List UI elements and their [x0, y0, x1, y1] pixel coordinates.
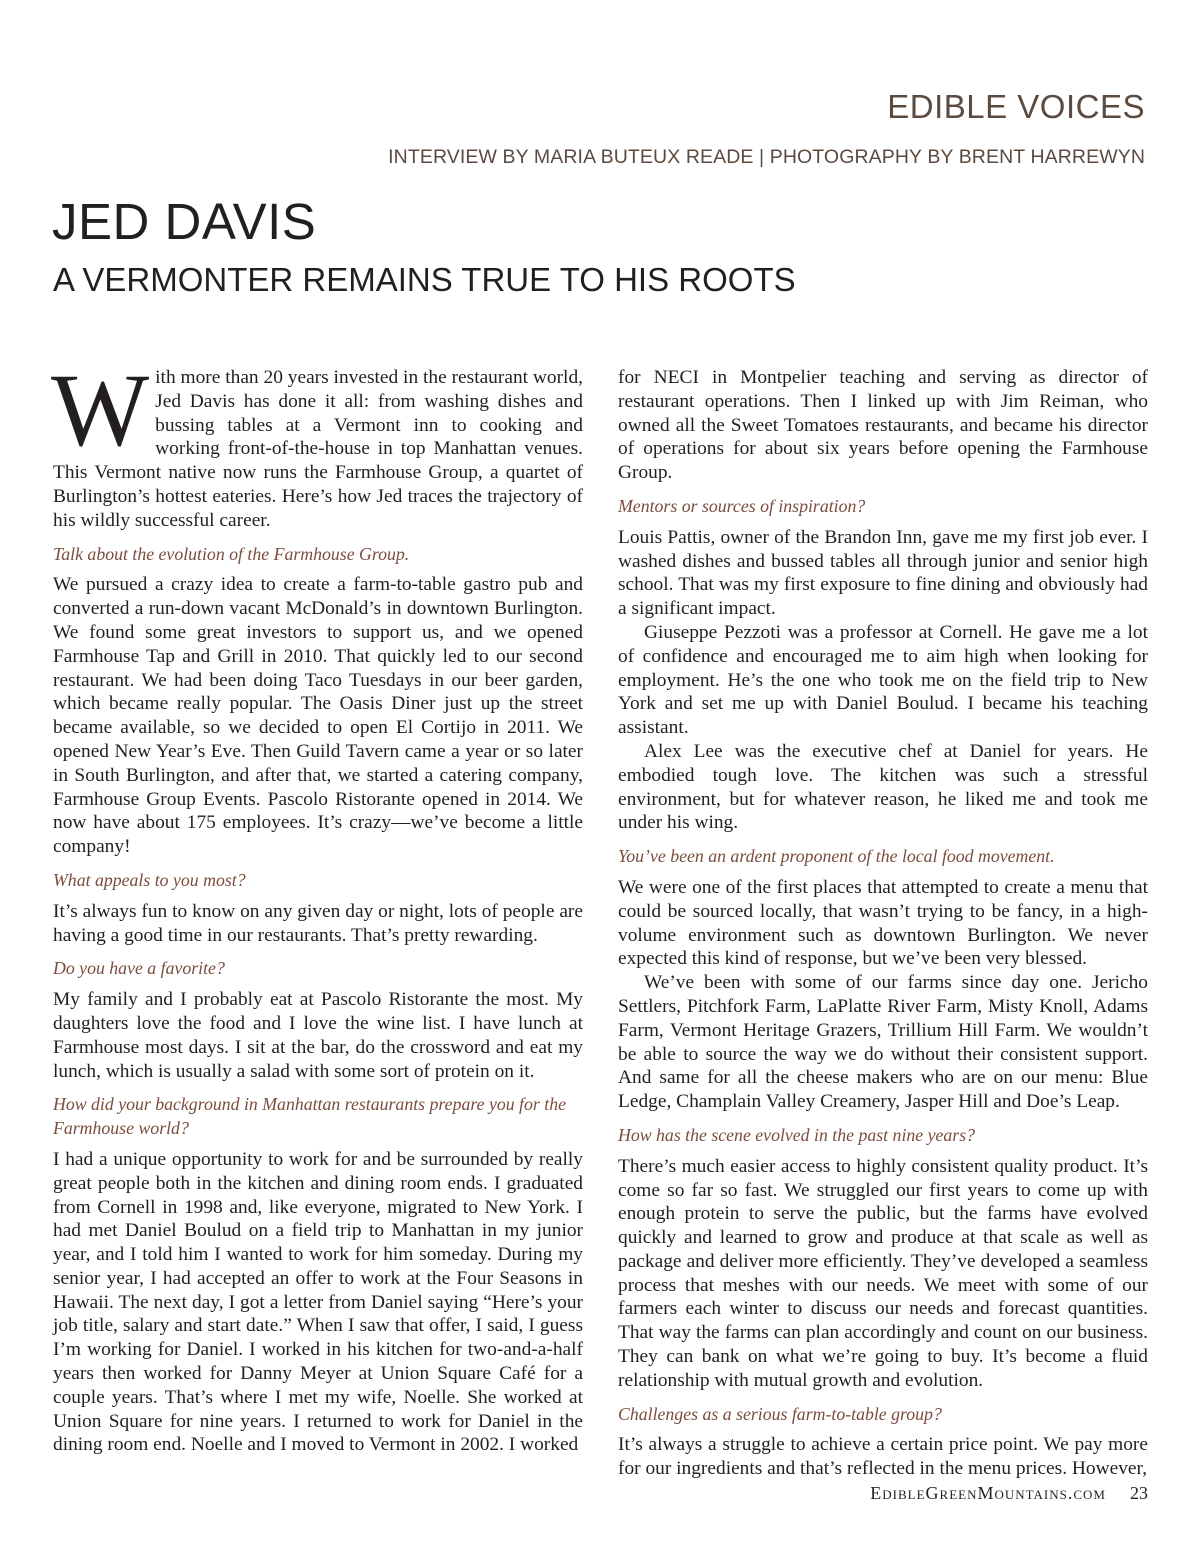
answer-paragraph: for NECI in Montpelier teaching and serving as director of restaurant operations. Then I linked up with Jim Reiman, who owned all the Sweet Tomatoes restaurants, and became his director of operations for about six years before opening the Farmhouse Group.	[618, 367, 1148, 484]
answer-paragraph: There’s much easier access to highly consistent quality product. It’s come so far so fast. We struggled our first years to come up with enough protein to serve the public, but the farms have evolved quickly and learned to grow and produce at that scale as well as package and deliver more efficiently. They’ve developed a seamless process that meshes with our needs. We meet with some of our farmers each winter to discuss our needs and forecast quantities. That way the farms can plan accordingly and count on our business. They can bank on what we’re going to buy. It’s become a fluid relationship with mutual growth and evolution.	[618, 1155, 1148, 1391]
intro-text: ith more than 20 years invested in the restaurant world, Jed Davis has done it all: from washing dishes and bussing tables at a Vermont inn to cooking and working front-of-the-house in top Manhattan venues. This Vermont native now runs the Farmhouse Group, a quartet of Burlington’s hottest eateries. Here’s how Jed traces the trajectory of his wildly successful career.	[53, 367, 583, 531]
interview-question: Do you have a favorite?	[53, 958, 225, 979]
interview-question: How did your background in Manhattan restaurants prepare you for the Farmhouse world?	[53, 1094, 566, 1139]
interview-question: Talk about the evolution of the Farmhouse Group.	[53, 543, 410, 564]
left-column-body	[53, 543, 583, 1458]
answer-paragraph: We were one of the first places that attempted to create a menu that could be sourced locally, that wasn’t trying to be fancy, in a high-volume environment such as downtown Burlington. We never expected this kind of response, but we’ve been very blessed.	[618, 876, 1148, 970]
interview-question: What appeals to you most?	[53, 869, 246, 890]
interview-question: Mentors or sources of inspiration?	[618, 495, 866, 516]
page-title: JED DAVIS	[52, 193, 317, 250]
answer-paragraph: We pursued a crazy idea to create a farm-to-table gastro pub and converted a run-down vacant McDonald’s in downtown Burlington. We found some great investors to support us, and we opened Farmhouse Tap and Grill in 2010. That quickly led to our second restaurant. We had been doing Taco Tuesdays in our beer garden, which became really popular. The Oasis Diner just up the street became available, so we decided to open El Cortijo in 2011. We opened New Year’s Eve. Then Guild Tavern came a year or so later in South Burlington, and after that, we started a catering company, Farmhouse Group Events. Pascolo Ristorante opened in 2014. We now have about 175 employees. It’s crazy—we’ve become a little company!	[53, 574, 583, 858]
answer-paragraph: We’ve been with some of our farms since day one. Jericho Settlers, Pitchfork Farm, LaPlatte River Farm, Misty Knoll, Adams Farm, Vermont Heritage Grazers, Trillium Hill Farm. We wouldn’t be able to source the way we do without their consistent support. And same for all the cheese makers who are on our menu: Blue Ledge, Champlain Valley Creamery, Jasper Hill and Doe’s Leap.	[618, 972, 1148, 1113]
page-subtitle: A VERMONTER REMAINS TRUE TO HIS ROOTS	[53, 261, 796, 298]
drop-cap: W	[51, 353, 150, 468]
section-label: EDIBLE VOICES	[887, 88, 1145, 125]
byline-credits: INTERVIEW BY MARIA BUTEUX READE | PHOTOGRAPHY BY BRENT HARREWYN	[388, 146, 1145, 168]
interview-question: How has the scene evolved in the past nine years?	[618, 1124, 976, 1145]
right-column-body	[618, 366, 1148, 1481]
answer-paragraph: My family and I probably eat at Pascolo Ristorante the most. My daughters love the food and I love the wine list. I have lunch at Farmhouse most days. I sit at the bar, do the crossword and eat my lunch, which is usually a salad with some sort of protein on it.	[53, 989, 583, 1082]
answer-paragraph: It’s always fun to know on any given day or night, lots of people are having a good time in our restaurants. That’s pretty rewarding.	[53, 900, 583, 946]
interview-question: Challenges as a serious farm-to-table group?	[618, 1403, 942, 1424]
answer-paragraph: I had a unique opportunity to work for and be surrounded by really great people both in the kitchen and dining room ends. I graduated from Cornell in 1998 and, like everyone, migrated to New York. I had met Daniel Boulud on a field trip to Manhattan in my junior year, and I told him I wanted to work for him someday. During my senior year, I had accepted an offer to work at the Four Seasons in Hawaii. The next day, I got a letter from Daniel saying “Here’s your job title, salary and start date.” When I saw that offer, I said, I guess I’m working for Daniel. I worked in his kitchen for two-and-a-half years then worked for Danny Meyer at Union Square Café for a couple years. That’s where I met my wife, Noelle. She worked at Union Square for nine years. I returned to work for Daniel in the dining room end. Noelle and I moved to Vermont in 2002. I worked	[53, 1148, 583, 1456]
footer-website: EdibleGreenMountains.com	[870, 1483, 1106, 1503]
intro-paragraph	[51, 353, 583, 533]
answer-paragraph: Alex Lee was the executive chef at Daniel for years. He embodied tough love. The kitchen was such a stressful environment, but for whatever reason, he liked me and took me under his wing.	[618, 740, 1148, 834]
page-number: 23	[1130, 1483, 1148, 1503]
answer-paragraph: Louis Pattis, owner of the Brandon Inn, gave me my first job ever. I washed dishes and bussed tables all through junior and senior high school. That was my first exposure to fine dining and obviously had a significant impact.	[618, 526, 1148, 620]
interview-question: You’ve been an ardent proponent of the local food movement.	[618, 846, 1055, 867]
answer-paragraph: Giuseppe Pezzoti was a professor at Cornell. He gave me a lot of confidence and encouraged me to aim high when looking for employment. He’s the one who took me on the field trip to New York and set me up with Daniel Boulud. I became his teaching assistant.	[618, 621, 1148, 739]
article-column-left	[51, 353, 583, 1457]
answer-paragraph: It’s always a struggle to achieve a certain price point. We pay more for our ingredients and that’s reflected in the menu prices. However,	[618, 1434, 1148, 1480]
page-footer	[870, 1483, 1148, 1504]
article-column-right	[618, 366, 1148, 1481]
